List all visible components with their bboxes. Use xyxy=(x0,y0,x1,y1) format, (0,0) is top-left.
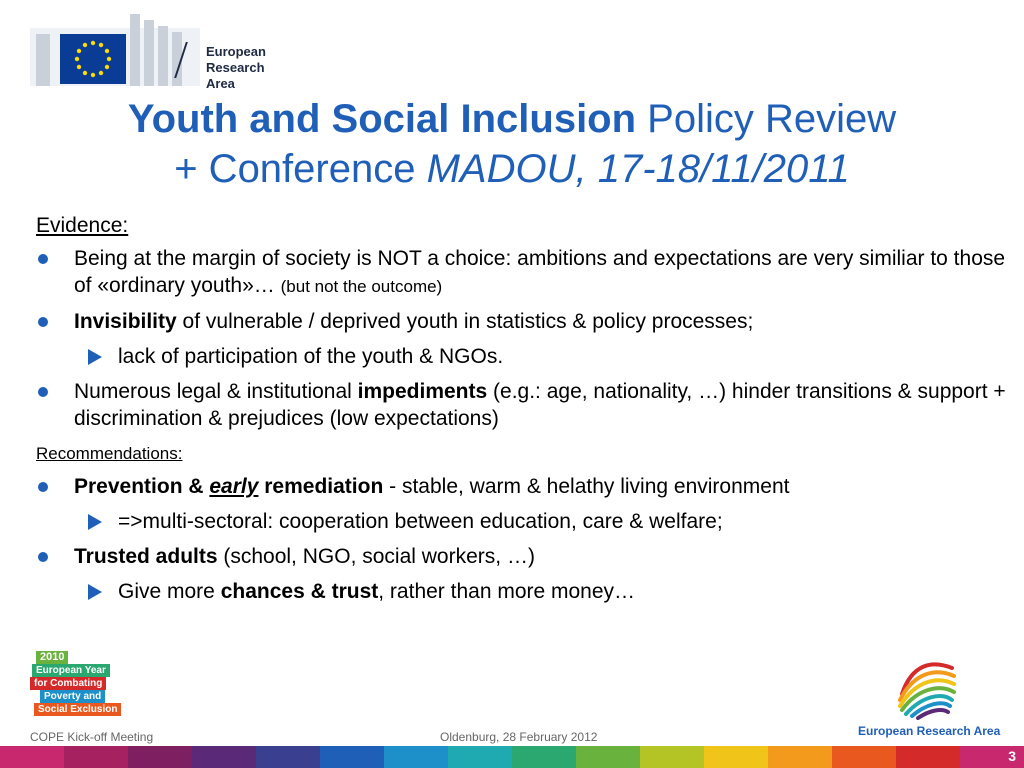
evidence-bullet-2 xyxy=(36,308,1006,335)
logo-text xyxy=(206,44,290,92)
sub-bullet-keyword: chances & trust xyxy=(220,580,379,603)
triangle-arrow-icon xyxy=(88,514,102,530)
bullet-text: (e.g.: age, nationality, …) hinder transitions & support + discrimination & prejudices (low expectations) xyxy=(74,380,1006,430)
color-strip-segment xyxy=(448,746,512,768)
color-strip-segment xyxy=(704,746,768,768)
slide-title xyxy=(0,94,1024,194)
color-strip-segment xyxy=(128,746,192,768)
title-conference: + Conference xyxy=(174,147,427,191)
title-line-2 xyxy=(0,144,1024,194)
bullet-text: Being at the margin of society is NOT a choice: ambitions and expectations are very similiar to those of «ordinary youth»… xyxy=(74,247,1006,297)
color-strip-segment xyxy=(0,746,64,768)
triangle-arrow-icon xyxy=(88,584,102,600)
color-strip-segment xyxy=(896,746,960,768)
title-rest: Policy Review xyxy=(636,97,897,141)
bullet-text: of vulnerable / deprived youth in statistics & policy processes; xyxy=(176,310,754,333)
triangle-arrow-icon xyxy=(88,349,102,365)
bullet-keyword: Invisibility xyxy=(74,310,177,333)
footer-event-name: COPE Kick-off Meeting xyxy=(30,730,154,744)
evidence-sub-bullet xyxy=(36,343,1006,370)
bullet-keyword: Trusted adults xyxy=(74,545,218,568)
bullet-text: - stable, warm & helathy living environment xyxy=(383,475,790,498)
sub-bullet-text: Give more xyxy=(118,580,221,603)
title-venue-date: MADOU, 17-18/11/2011 xyxy=(426,147,850,191)
year-logo-line-4: Social Exclusion xyxy=(34,703,121,716)
bullet-emphasis: early xyxy=(209,475,259,498)
evidence-heading: Evidence: xyxy=(36,214,129,237)
color-strip-segment xyxy=(192,746,256,768)
year-logo-line-3: Poverty and xyxy=(40,690,105,703)
page-number: 3 xyxy=(1008,748,1016,764)
color-strip-segment xyxy=(768,746,832,768)
european-research-area-header-logo xyxy=(30,12,290,91)
color-strip-segment xyxy=(320,746,384,768)
bullet-keyword: Prevention & xyxy=(74,475,210,498)
year-logo-line-2: for Combating xyxy=(30,677,106,690)
color-strip-segment xyxy=(512,746,576,768)
evidence-bullet-3 xyxy=(36,378,1006,432)
era-swirl-icon xyxy=(892,654,962,720)
european-research-area-logo xyxy=(852,654,1002,740)
bullet-dot-icon xyxy=(38,552,48,562)
color-strip-segment xyxy=(384,746,448,768)
recommendation-sub-bullet-1 xyxy=(36,508,1006,535)
era-logo-label: European Research Area xyxy=(858,724,1001,738)
bullet-dot-icon xyxy=(38,317,48,327)
recommendation-bullet-2 xyxy=(36,543,1006,570)
recommendation-bullet-1 xyxy=(36,473,1006,500)
bullet-text: Numerous legal & institutional xyxy=(74,380,358,403)
european-year-2010-logo xyxy=(30,651,116,719)
title-bold: Youth and Social Inclusion xyxy=(127,97,637,141)
bullet-keyword: remediation xyxy=(258,475,384,498)
logo-line-1: European xyxy=(206,44,266,59)
year-logo-line-1: European Year xyxy=(32,664,110,677)
bullet-dot-icon xyxy=(38,254,48,264)
bullet-text: (school, NGO, social workers, …) xyxy=(217,545,535,568)
color-strip-segment xyxy=(576,746,640,768)
footer-color-strip xyxy=(0,746,1024,768)
color-strip-segment xyxy=(640,746,704,768)
bullet-keyword: impediments xyxy=(357,380,488,403)
bullet-dot-icon xyxy=(38,482,48,492)
sub-bullet-text: , rather than more money… xyxy=(378,580,636,603)
color-strip-segment xyxy=(832,746,896,768)
year-logo-year: 2010 xyxy=(36,651,68,664)
eu-flag-icon xyxy=(60,34,126,84)
slide-body xyxy=(36,212,1006,613)
sub-bullet-text: =>multi-sectoral: cooperation between education, care & welfare; xyxy=(118,510,723,533)
recommendation-sub-bullet-2 xyxy=(36,578,1006,605)
color-strip-segment xyxy=(256,746,320,768)
evidence-bullet-1 xyxy=(36,245,1006,300)
color-strip-segment xyxy=(64,746,128,768)
logo-line-2: Research Area xyxy=(206,60,265,91)
recommendations-heading: Recommendations: xyxy=(36,444,183,463)
footer-location-date: Oldenburg, 28 February 2012 xyxy=(440,730,598,744)
title-line-1 xyxy=(0,94,1024,144)
sub-bullet-text: lack of participation of the youth & NGOs. xyxy=(118,345,504,368)
bullet-note: (but not the outcome) xyxy=(280,277,443,296)
bullet-dot-icon xyxy=(38,387,48,397)
